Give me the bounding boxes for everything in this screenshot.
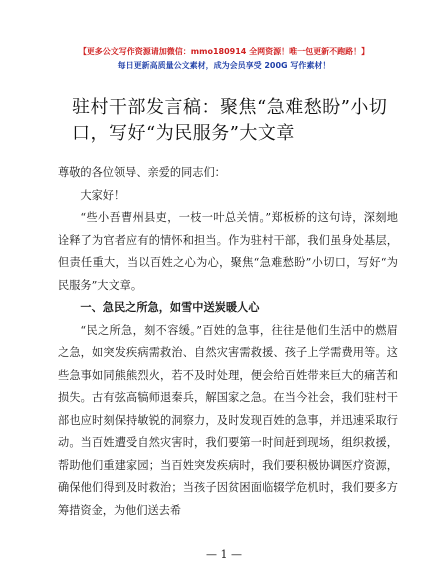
body-paragraph: “些小吾曹州县吏，一枝一叶总关情。”郑板桥的这句诗，深刻地诠释了为官者应有的情怀和担当。作为驻村干部，我们虽身处基层，但责任重大，当以百姓之心为心，聚焦“急难愁盼”小切口，写好“为民服务”大文章。 [58, 211, 398, 292]
salutation: 尊敬的各位领导、亲爱的同志们： [58, 166, 226, 179]
greeting: 大家好！ [80, 188, 126, 202]
promo-banner-line1: 【更多公文写作资源请加微信：mmo180914 全网资源！唯一包更新不跑路！】 [78, 47, 370, 56]
document-body [58, 162, 398, 522]
document-title: 驻村干部发言稿：聚焦“急难愁盼”小切口，写好“为民服务”大文章 [72, 97, 388, 144]
section-heading: 一、急民之所急，如雪中送炭暖人心 [80, 301, 260, 314]
promo-banner-line2: 每日更新高质量公文素材，成为会员享受 200G 写作素材！ [117, 61, 331, 70]
page-number: — 1 — [206, 548, 242, 561]
body-paragraph: “民之所急，刻不容缓。”百姓的急事，往往是他们生活中的燃眉之急，如突发疾病需救治、自然灾害需救援、孩子上学需费用等。这些急事如同熊熊烈火，若不及时处理，便会给百姓带来巨大的痛苦和损失。古有弦高犒师退秦兵，解国家之急。在当今社会，我们驻村干部也应时刻保持敏锐的洞察力，及时发现百姓的急事，并迅速采取行动。当百姓遭受自然灾害时，我们要第一时间赶到现场，组织救援，帮助他们重建家园；当百姓突发疾病时，我们要积极协调医疗资源，确保他们得到及时救治；当孩子因贫困面临辍学危机时，我们要多方筹措资金，为他们送去希 [58, 323, 398, 517]
